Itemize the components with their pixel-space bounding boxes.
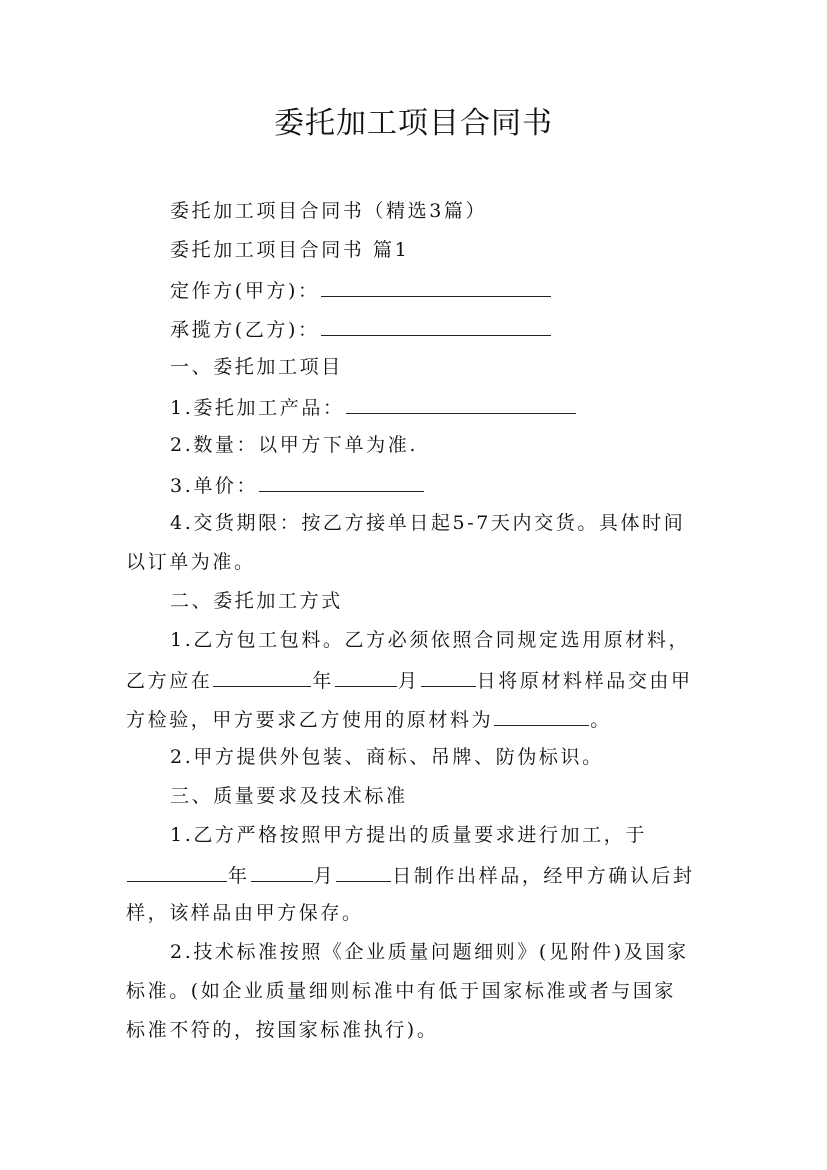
sample-date-line xyxy=(126,861,695,889)
tech-standard-line: 2.技术标准按照《企业质量问题细则》(见附件)及国家 xyxy=(170,941,689,963)
tech-standard-line-cont1: 标准。(如企业质量细则标准中有低于国家标准或者与国家 xyxy=(126,980,677,1002)
section-heading-part1: 委托加工项目合同书 篇1 xyxy=(170,239,410,261)
year-blank xyxy=(213,666,311,687)
unit-price-label: 3.单价： xyxy=(170,475,259,497)
tech-standard-line-cont2: 标准不符的，按国家标准执行)。 xyxy=(126,1019,439,1041)
materials-line: 1.乙方包工包料。乙方必须依照合同规定选用原材料， xyxy=(170,629,691,651)
sample-date-tail: 日制作出样品，经甲方确认后封 xyxy=(392,865,695,887)
unit-price-blank xyxy=(259,471,424,492)
sample-month-blank xyxy=(251,861,313,882)
materials-blank xyxy=(494,705,589,726)
day-blank xyxy=(421,666,476,687)
party-a-label: 定作方(甲方)： xyxy=(170,280,320,302)
materials-date-text: 乙方应在 xyxy=(126,670,213,692)
packaging-line: 2.甲方提供外包装、商标、吊牌、防伪标识。 xyxy=(170,746,604,768)
subtitle-line: 委托加工项目合同书（精选3篇） xyxy=(170,200,488,222)
materials-inspect-line xyxy=(126,705,612,733)
delivery-line-cont: 以订单为准。 xyxy=(126,551,256,573)
materials-inspect-text: 方检验，甲方要求乙方使用的原材料为 xyxy=(126,709,494,731)
materials-date-line xyxy=(126,666,693,694)
document-title: 委托加工项目合同书 xyxy=(274,106,553,141)
year-label: 年 xyxy=(312,670,335,692)
sample-keep-line: 样，该样品由甲方保存。 xyxy=(126,902,364,924)
sample-month-label: 月 xyxy=(313,865,336,887)
clause-heading-3: 三、质量要求及技术标准 xyxy=(170,785,408,807)
materials-date-tail: 日将原材料样品交由甲 xyxy=(476,670,693,692)
party-a-line xyxy=(170,276,552,304)
month-blank xyxy=(335,666,397,687)
product-line xyxy=(170,393,577,421)
unit-price-line xyxy=(170,471,425,499)
party-a-blank xyxy=(321,276,551,297)
sample-day-blank xyxy=(336,861,391,882)
delivery-line: 4.交货期限：按乙方接单日起5-7天内交货。具体时间 xyxy=(170,512,686,534)
product-label: 1.委托加工产品： xyxy=(170,397,345,419)
month-label: 月 xyxy=(398,670,420,692)
party-b-label: 承揽方(乙方)： xyxy=(170,319,320,341)
party-b-line xyxy=(170,315,552,343)
quantity-line: 2.数量：以甲方下单为准. xyxy=(170,434,418,456)
product-blank xyxy=(346,393,576,414)
clause-heading-1: 一、委托加工项目 xyxy=(170,356,343,378)
sample-year-blank xyxy=(127,861,227,882)
party-b-blank xyxy=(321,315,551,336)
clause-heading-2: 二、委托加工方式 xyxy=(170,590,343,612)
sample-year-label: 年 xyxy=(228,865,250,887)
materials-inspect-end: 。 xyxy=(590,709,612,731)
quality-line: 1.乙方严格按照甲方提出的质量要求进行加工，于 xyxy=(170,824,647,846)
